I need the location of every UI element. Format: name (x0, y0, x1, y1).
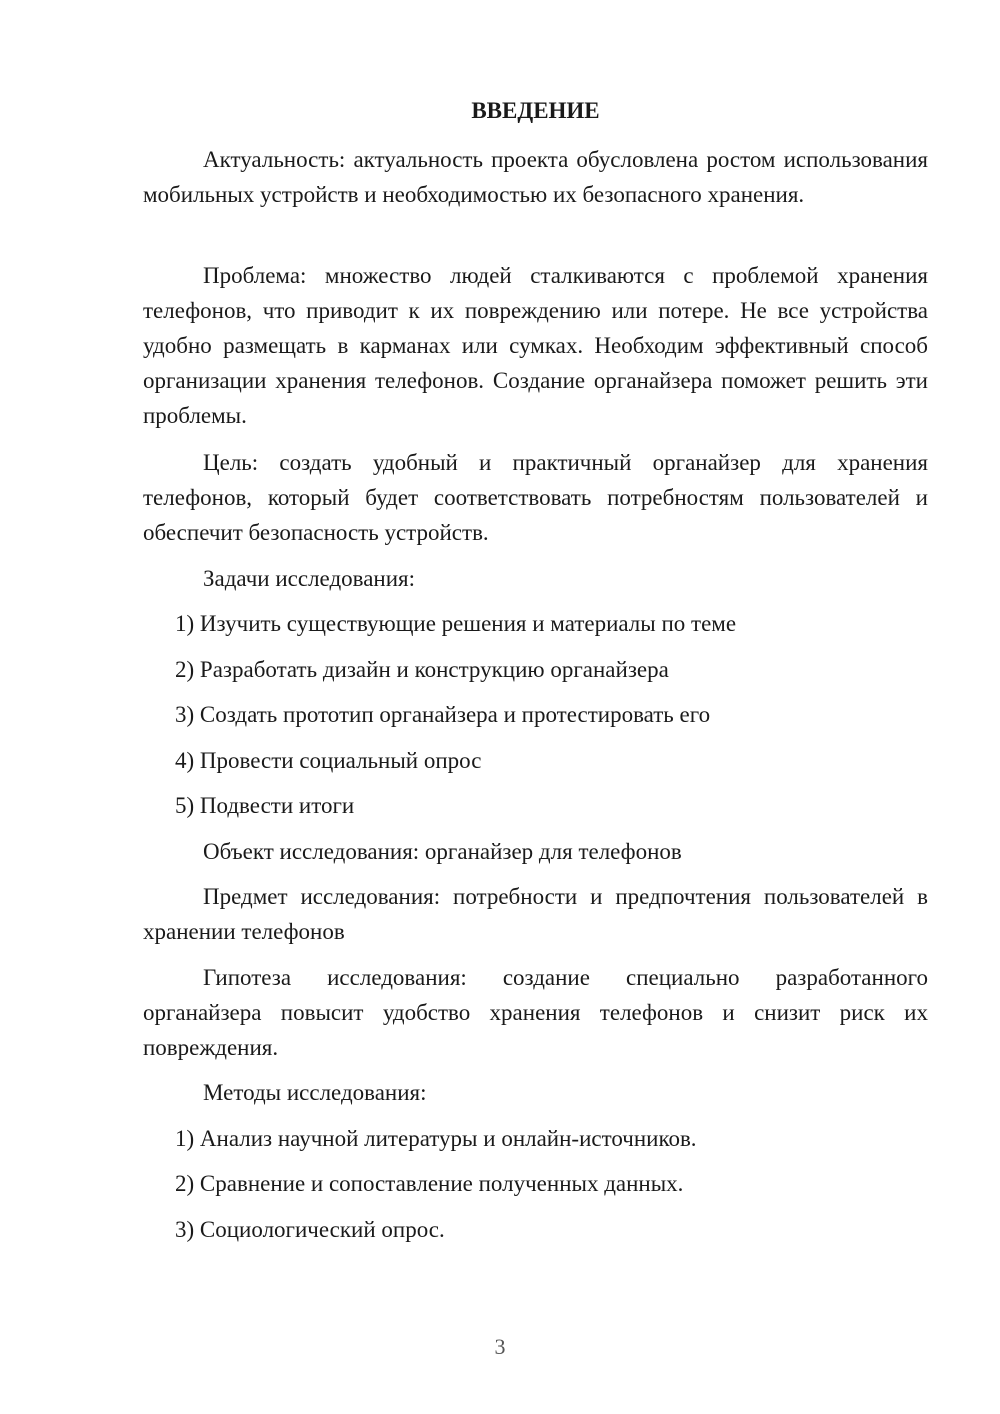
page-number: 3 (494, 1334, 506, 1359)
task-item: 1) Изучить существующие решения и материалы по теме (175, 611, 737, 636)
task-item: 3) Создать прототип органайзера и протестировать его (175, 702, 711, 727)
tasks-heading: Задачи исследования: (203, 566, 416, 591)
hypothesis-paragraph: Гипотеза исследования: создание специально разработанного органайзера повысит удобство хранения телефонов и снизит риск их повреждения. (143, 965, 928, 1060)
method-item: 3) Социологический опрос. (175, 1217, 445, 1242)
task-item: 2) Разработать дизайн и конструкцию органайзера (175, 657, 669, 682)
object-paragraph: Объект исследования: органайзер для телефонов (203, 839, 682, 864)
problem-paragraph: Проблема: множество людей сталкиваются с проблемой хранения телефонов, что приводит к их повреждению или потере. Не все устройства удобно размещать в карманах или сумках. Необходим эффективный способ организации хранения телефонов. Создание органайзера поможет решить эти проблемы. (143, 263, 928, 428)
section-title: ВВЕДЕНИЕ (471, 98, 600, 123)
task-item: 4) Провести социальный опрос (175, 748, 482, 773)
relevance-paragraph: Актуальность: актуальность проекта обусловлена ростом использования мобильных устройств и необходимостью их безопасного хранения. (143, 147, 928, 207)
method-item: 2) Сравнение и сопоставление полученных данных. (175, 1171, 684, 1196)
task-item: 5) Подвести итоги (175, 793, 355, 818)
goal-paragraph: Цель: создать удобный и практичный органайзер для хранения телефонов, который будет соответствовать потребностям пользователей и обеспечит безопасность устройств. (143, 450, 928, 545)
methods-heading: Методы исследования: (203, 1080, 427, 1105)
method-item: 1) Анализ научной литературы и онлайн-источников. (175, 1126, 697, 1151)
subject-paragraph: Предмет исследования: потребности и предпочтения пользователей в хранении телефонов (143, 884, 928, 944)
